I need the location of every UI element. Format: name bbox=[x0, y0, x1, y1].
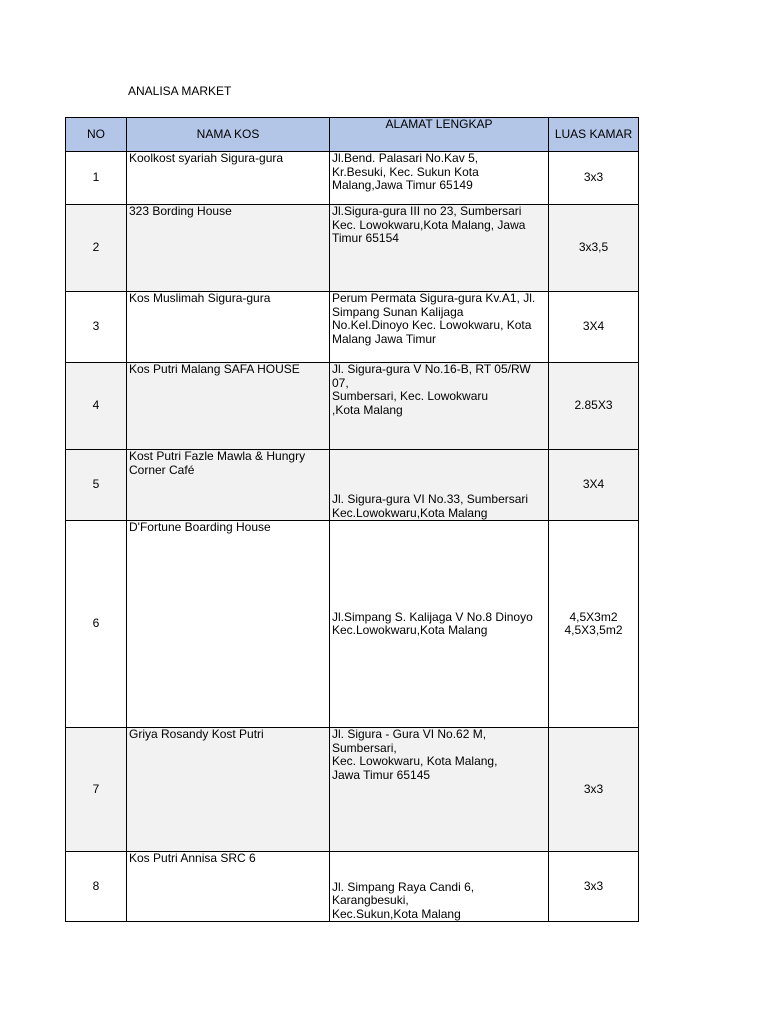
cell-no: 5 bbox=[66, 450, 127, 521]
cell-luas-kamar: 3x3 bbox=[549, 152, 639, 205]
cell-alamat: Jl. Sigura-gura VI No.33, Sumbersari Kec.Lowokwaru,Kota Malang bbox=[330, 450, 549, 521]
market-table bbox=[65, 117, 639, 922]
cell-luas-kamar bbox=[549, 521, 639, 728]
luas-line: 4,5X3,5m2 bbox=[564, 623, 623, 637]
cell-nama-kos: D'Fortune Boarding House bbox=[127, 521, 330, 728]
table-row bbox=[66, 205, 639, 292]
cell-no: 7 bbox=[66, 728, 127, 852]
table-row bbox=[66, 521, 639, 728]
cell-no: 2 bbox=[66, 205, 127, 292]
table-row bbox=[66, 852, 639, 922]
cell-nama-kos: Kos Putri Malang SAFA HOUSE bbox=[127, 363, 330, 450]
cell-no: 1 bbox=[66, 152, 127, 205]
cell-alamat: Perum Permata Sigura-gura Kv.A1, Jl. Simpang Sunan Kalijaga No.Kel.Dinoyo Kec. Lowokwaru, Kota Malang Jawa Timur bbox=[330, 292, 549, 363]
cell-alamat: Jl.Sigura-gura III no 23, Sumbersari Kec. Lowokwaru,Kota Malang, Jawa Timur 65154 bbox=[330, 205, 549, 292]
cell-nama-kos: 323 Bording House bbox=[127, 205, 330, 292]
cell-no: 8 bbox=[66, 852, 127, 922]
header-no: NO bbox=[66, 118, 127, 152]
cell-no: 4 bbox=[66, 363, 127, 450]
cell-no: 6 bbox=[66, 521, 127, 728]
cell-luas-kamar: 3x3 bbox=[549, 852, 639, 922]
cell-nama-kos: Griya Rosandy Kost Putri bbox=[127, 728, 330, 852]
cell-luas-kamar: 3X4 bbox=[549, 450, 639, 521]
header-alamat-lengkap: ALAMAT LENGKAP bbox=[330, 118, 549, 152]
cell-alamat: Jl.Simpang S. Kalijaga V No.8 Dinoyo Kec.Lowokwaru,Kota Malang bbox=[330, 521, 549, 728]
document-title: ANALISA MARKET bbox=[128, 84, 232, 98]
header-luas-kamar: LUAS KAMAR bbox=[549, 118, 639, 152]
luas-line: 4,5X3m2 bbox=[569, 609, 618, 624]
table-row bbox=[66, 292, 639, 363]
header-row bbox=[66, 118, 639, 152]
header-nama-kos: NAMA KOS bbox=[127, 118, 330, 152]
cell-alamat: Jl.Bend. Palasari No.Kav 5, Kr.Besuki, Kec. Sukun Kota Malang,Jawa Timur 65149 bbox=[330, 152, 549, 205]
cell-alamat: Jl. Sigura - Gura VI No.62 M, Sumbersari, Kec. Lowokwaru, Kota Malang, Jawa Timur 65145 bbox=[330, 728, 549, 852]
table-row bbox=[66, 450, 639, 521]
cell-no: 3 bbox=[66, 292, 127, 363]
cell-nama-kos: Kos Putri Annisa SRC 6 bbox=[127, 852, 330, 922]
cell-luas-kamar: 3x3,5 bbox=[549, 205, 639, 292]
cell-alamat: Jl. Sigura-gura V No.16-B, RT 05/RW 07, Sumbersari, Kec. Lowokwaru ,Kota Malang bbox=[330, 363, 549, 450]
cell-nama-kos: Kos Muslimah Sigura-gura bbox=[127, 292, 330, 363]
cell-luas-kamar: 3x3 bbox=[549, 728, 639, 852]
table-row bbox=[66, 363, 639, 450]
table-row bbox=[66, 152, 639, 205]
table-row bbox=[66, 728, 639, 852]
cell-alamat: Jl. Simpang Raya Candi 6, Karangbesuki, Kec.Sukun,Kota Malang bbox=[330, 852, 549, 922]
cell-nama-kos: Kost Putri Fazle Mawla & Hungry Corner Café bbox=[127, 450, 330, 521]
cell-luas-kamar: 2.85X3 bbox=[549, 363, 639, 450]
cell-nama-kos: Koolkost syariah Sigura-gura bbox=[127, 152, 330, 205]
cell-luas-kamar: 3X4 bbox=[549, 292, 639, 363]
